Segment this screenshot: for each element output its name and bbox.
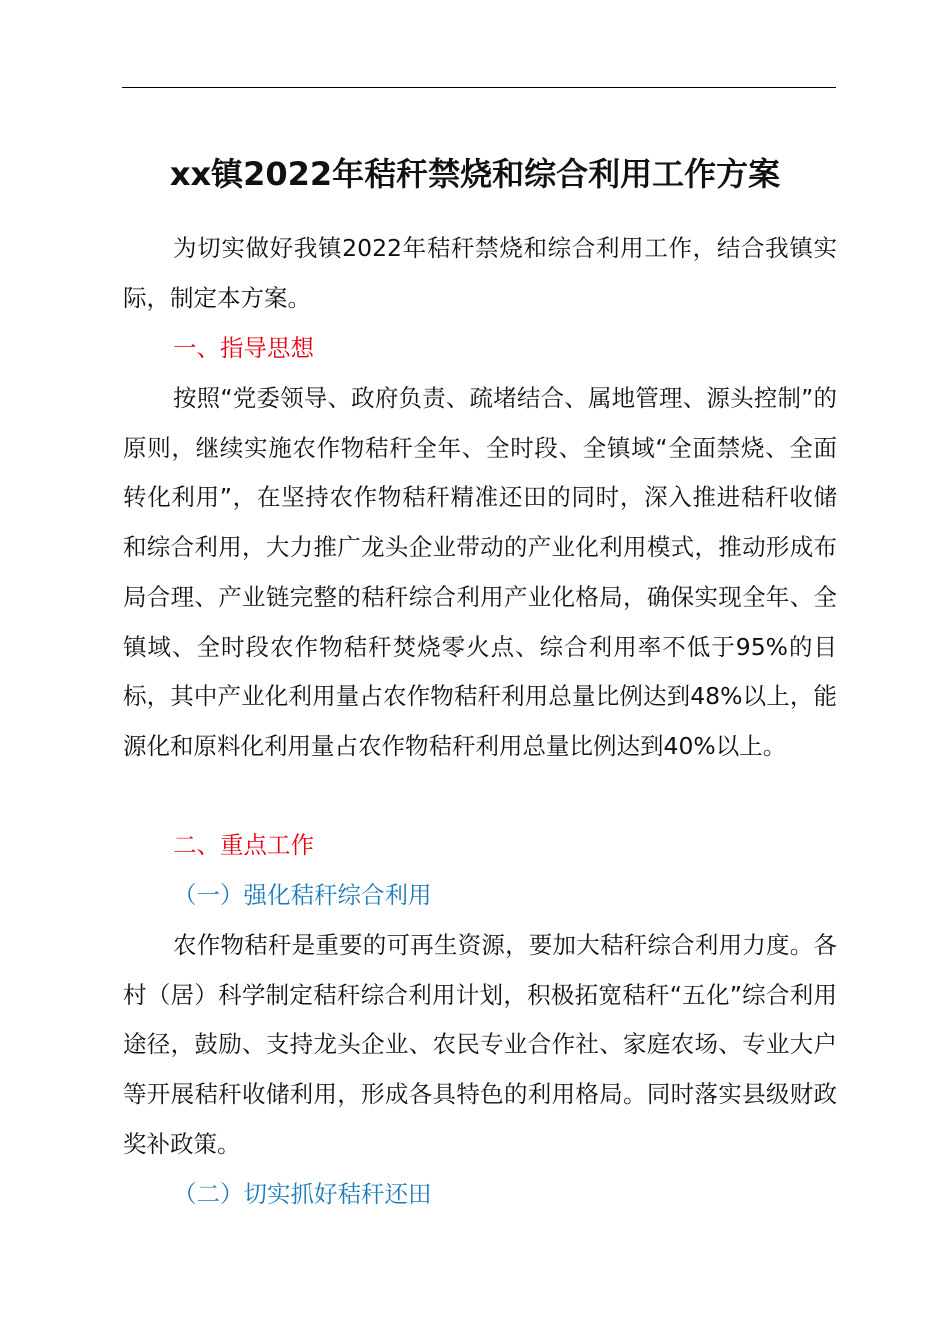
straw-utilization-paragraph: 农作物秸秆是重要的可再生资源，要加大秸秆综合利用力度。各村（居）科学制定秸秆综合利用计划，积极拓宽秸秆“五化”综合利用途径，鼓励、支持龙头企业、农民专业合作社、家庭农场、专业大户等开展秸秆收储利用，形成各具特色的利用格局。同时落实县级财政奖补政策。 [123,931,837,1158]
document-title: xx镇2022年秸秆禁烧和综合利用工作方案 [169,155,781,193]
guiding-ideology-paragraph: 按照“党委领导、政府负责、疏堵结合、属地管理、源头控制”的原则，继续实施农作物秸秆全年、全时段、全镇域“全面禁烧、全面转化利用”，在坚持农作物秸秆精准还田的同时，深入推进秸秆收储和综合利用，大力推广龙头企业带动的产业化利用模式，推动形成布局合理、产业链完整的秸秆综合利用产业化格局，确保实现全年、全镇域、全时段农作物秸秆焚烧零火点、综合利用率不低于95%的目标，其中产业化利用量占农作物秸秆利用总量比例达到48%以上，能源化和原料化利用量占农作物秸秆利用总量比例达到40%以上。 [123,384,837,760]
section-heading-guiding-ideology: 一、指导思想 [173,334,314,362]
section-heading-key-work: 二、重点工作 [173,831,314,859]
header-rule [122,87,836,88]
intro-paragraph: 为切实做好我镇2022年秸秆禁烧和综合利用工作，结合我镇实际，制定本方案。 [123,234,837,312]
subsection-heading-straw-utilization: （一）强化秸秆综合利用 [173,881,432,909]
subsection-heading-straw-return: （二）切实抓好秸秆还田 [173,1180,432,1208]
